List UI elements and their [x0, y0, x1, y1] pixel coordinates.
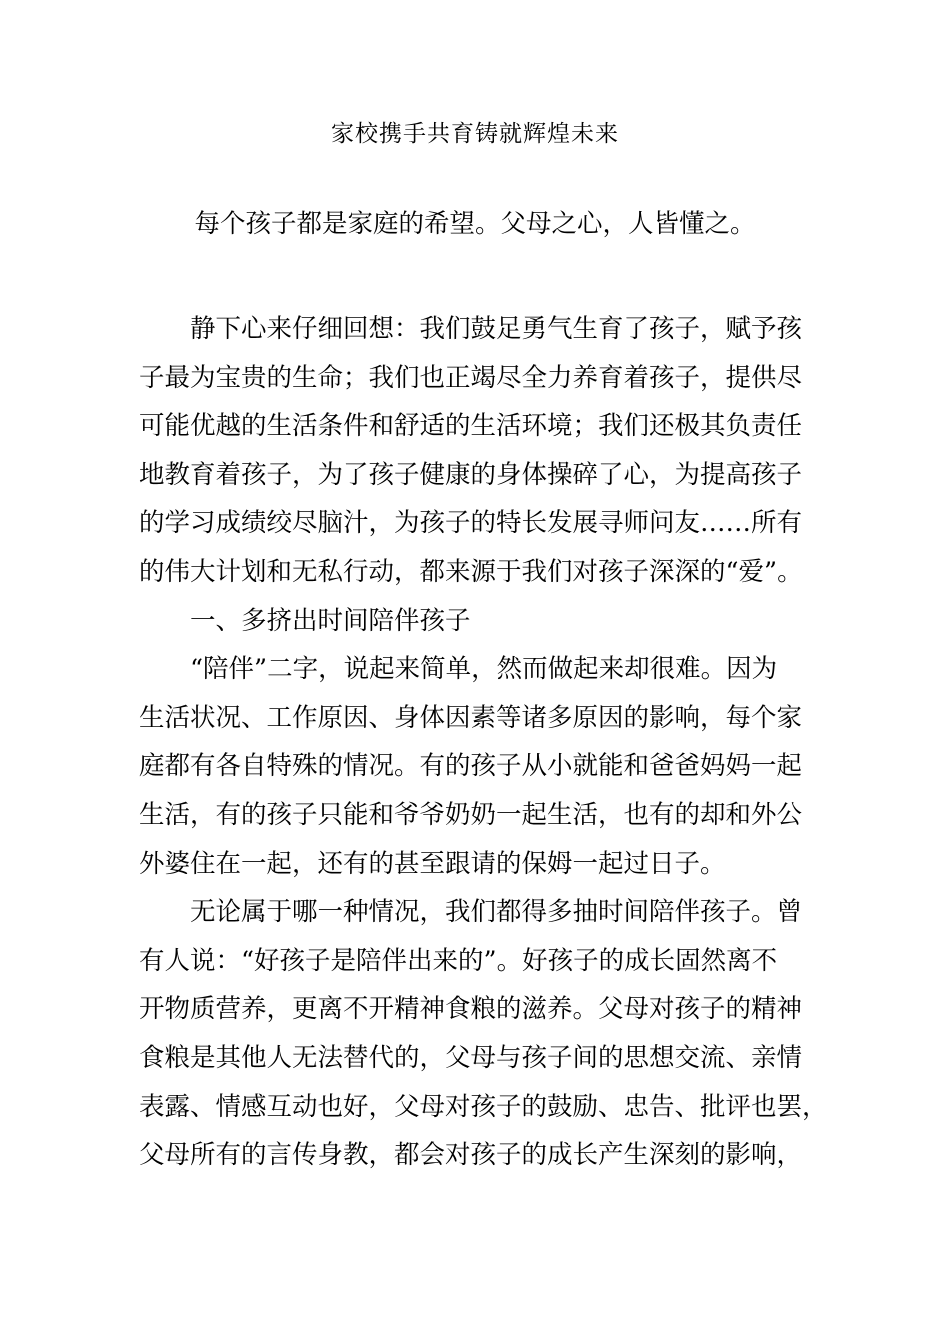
paragraph-line: 地教育着孩子，为了孩子健康的身体操碎了心，为提高孩子 [139, 459, 803, 490]
paragraph-line: 外婆住在一起，还有的甚至跟请的保姆一起过日子。 [139, 848, 726, 879]
paragraph-line: 的伟大计划和无私行动，都来源于我们对孩子深深的“爱”。 [139, 556, 803, 587]
paragraph-line: 食粮是其他人无法替代的，父母与孩子间的思想交流、亲情 [139, 1042, 803, 1073]
paragraph-line: 生活状况、工作原因、身体因素等诸多原因的影响，每个家 [139, 702, 803, 733]
paragraph-line: 庭都有各自特殊的情况。有的孩子从小就能和爸爸妈妈一起 [139, 751, 803, 782]
paragraph-line: 静下心来仔细回想：我们鼓足勇气生育了孩子，赋予孩 [190, 314, 803, 344]
document-subtitle: 每个孩子都是家庭的希望。父母之心，人皆懂之。 [194, 209, 756, 239]
paragraph-line: 的学习成绩绞尽脑汁，为孩子的特长发展寻师问友……所有 [139, 508, 803, 539]
paragraph-line: 有人说：“好孩子是陪伴出来的”。好孩子的成长固然离不 [139, 945, 778, 976]
document-title: 家校携手共育铸就辉煌未来 [331, 121, 619, 147]
paragraph-line: 生活，有的孩子只能和爷爷奶奶一起生活，也有的却和外公 [139, 799, 803, 830]
paragraph-line: 无论属于哪一种情况，我们都得多抽时间陪伴孩子。曾 [190, 897, 803, 928]
paragraph-line: 开物质营养，更离不开精神食粮的滋养。父母对孩子的精神 [139, 994, 803, 1025]
paragraph-line: 子最为宝贵的生命；我们也正竭尽全力养育着孩子，提供尽 [139, 362, 803, 393]
paragraph-line: “陪伴”二字，说起来简单，然而做起来却很难。因为 [190, 654, 778, 685]
section-heading: 一、多挤出时间陪伴孩子 [190, 605, 471, 636]
paragraph-line: 可能优越的生活条件和舒适的生活环境；我们还极其负责任 [139, 411, 803, 442]
paragraph-line: 父母所有的言传身教，都会对孩子的成长产生深刻的影响， [139, 1140, 803, 1171]
document-body [139, 305, 829, 1180]
paragraph-line: 表露、情感互动也好，父母对孩子的鼓励、忠告、批评也罢， [139, 1091, 828, 1122]
